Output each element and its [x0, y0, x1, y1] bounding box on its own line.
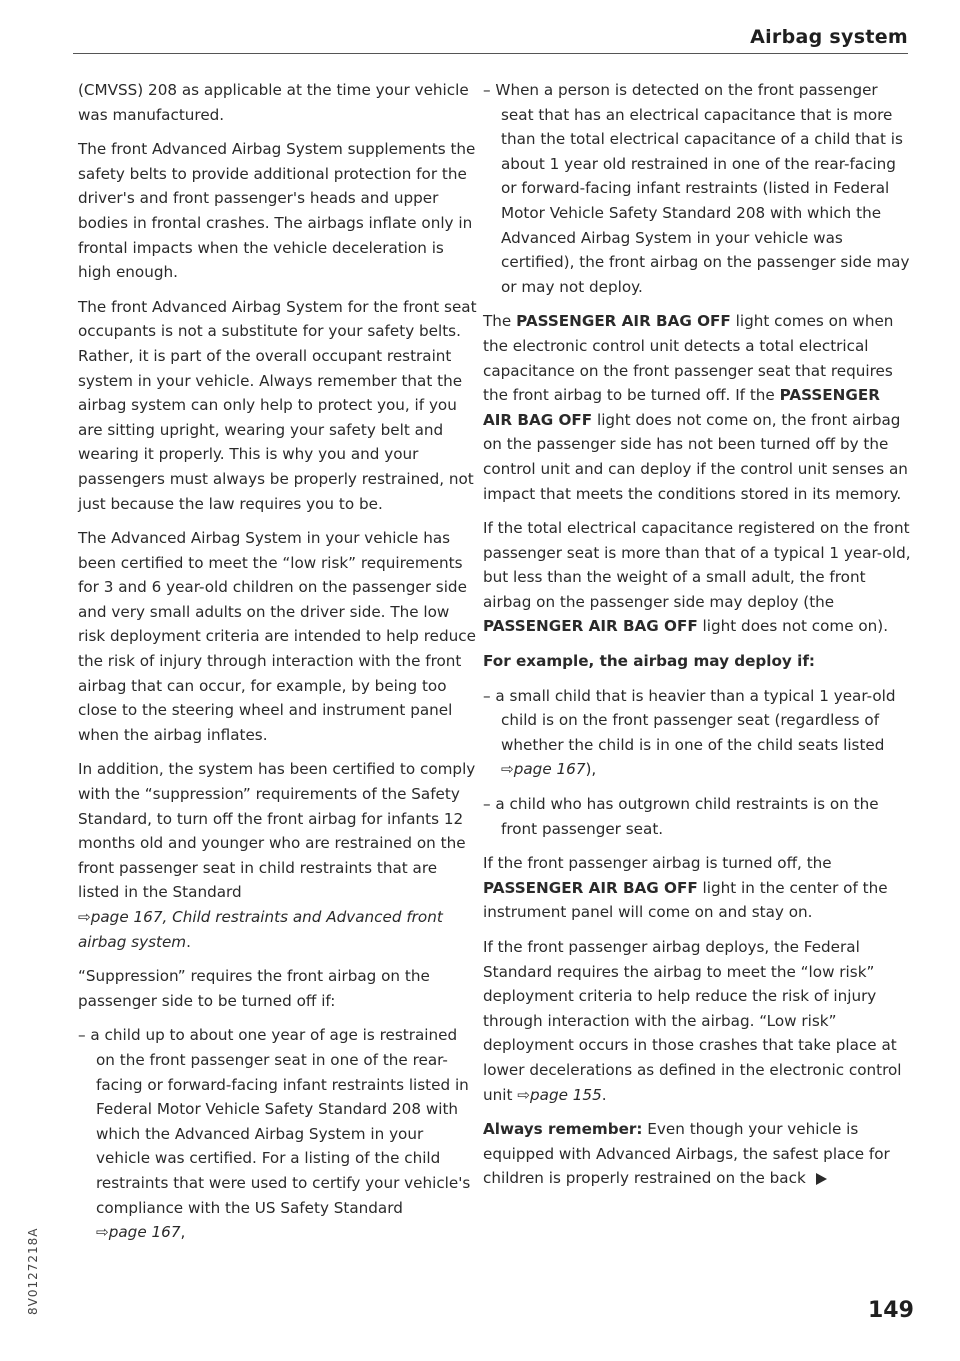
- paragraph: [483, 851, 913, 925]
- paragraph-text: Even though your vehicle is equipped with Advanced Airbags, the safest place for children is properly restrained on the back: [483, 1120, 890, 1188]
- bullet-list: [483, 684, 913, 842]
- page-number: 149: [868, 1298, 914, 1323]
- warning-light-label: PASSENGER AIR BAG OFF: [483, 878, 698, 897]
- paragraph: The front Advanced Airbag System for the front seat occupants is not a substitute for your safety belts. Rather, it is part of the overall occupant restraint system in your vehicle. Always remember that the airbag system can only help to protect you, if you are sitting upright, wearing your safety belt and wearing it properly. This is why you and your passengers must always be properly restrained, not just because the law requires you to be.: [78, 297, 477, 513]
- paragraph-text: In addition, the system has been certified to comply with the “suppression” requirements of the Safety Standard, to turn off the front airbag for infants 12 months old and younger who are restrained on the front passenger seat in child restraints that are listed in the Standard: [78, 760, 476, 902]
- page-xref-link[interactable]: page 167: [108, 1223, 181, 1242]
- warning-light-label: PASSENGER AIR BAG OFF: [483, 386, 880, 429]
- paragraph-text: If the front passenger airbag is turned off, the: [483, 854, 832, 873]
- example-heading: For example, the airbag may deploy if:: [483, 652, 816, 671]
- paragraph: [483, 935, 913, 1107]
- warning-light-label: PASSENGER AIR BAG OFF: [483, 617, 698, 636]
- paragraph-text: light does not come on, the front airbag on the passenger side has not been turned off by the control unit and can deploy if the control unit senses an impact that meets the conditions stored in its memory.: [483, 410, 908, 503]
- paragraph-text: light in the center of the instrument panel will come on and stay on.: [483, 878, 888, 922]
- page-xref-link[interactable]: page 155: [530, 1085, 602, 1104]
- list-item: – a child who has outgrown child restraints is on the front passenger seat.: [483, 795, 879, 838]
- list-item: [78, 1023, 478, 1244]
- bullet-list: [483, 78, 913, 299]
- paragraph: [483, 516, 913, 639]
- side-document-code: 8V0127218A: [26, 1227, 40, 1315]
- page-xref-link[interactable]: page 167: [513, 760, 586, 779]
- xref-arrow-icon: ⇨: [501, 760, 514, 779]
- always-remember-label: Always remember:: [483, 1120, 643, 1139]
- paragraph-text: If the total electrical capacitance registered on the front passenger seat is more than that of a typical 1 year-old, but less than the weight of a small adult, the front airbag on the passenger side may deploy (the: [483, 519, 911, 611]
- page-xref-link[interactable]: page 167, Child restraints and Advanced front airbag system: [78, 908, 443, 951]
- section-title: Airbag system: [750, 26, 908, 48]
- paragraph: The Advanced Airbag System in your vehicle has been certified to meet the “low risk” requirements for 3 and 6 year-old children on the passenger side and very small adults on the driver side. The low risk deployment criteria are intended to help reduce the risk of injury through interaction with the front airbag that can occur, for example, by being too close to the steering wheel and instrument panel when the airbag inflates.: [78, 529, 476, 744]
- list-item: [483, 684, 913, 782]
- paragraph: [78, 757, 478, 954]
- paragraph-text: The: [483, 312, 517, 331]
- warning-light-label: PASSENGER AIR BAG OFF: [516, 312, 731, 331]
- list-item-text: ),: [585, 760, 597, 779]
- paragraph-text: light does not come on).: [697, 617, 889, 636]
- paragraph: [483, 1117, 913, 1191]
- header-rule: [73, 53, 908, 54]
- list-item: – When a person is detected on the front passenger seat that has an electrical capacitance that is more than the total electrical capacitance of a child that is about 1 year old restrained in one of the rear-facing or forward-facing infant restraints (listed in Federal Motor Vehicle Safety Standard 208 with which the Advanced Airbag System in your vehicle was certified), the front airbag on the passenger side may or may not deploy.: [483, 81, 910, 296]
- paragraph-text: .: [186, 932, 191, 951]
- list-item-text: ,: [180, 1223, 186, 1242]
- paragraph-text: .: [601, 1085, 607, 1104]
- paragraph: (CMVSS) 208 as applicable at the time your vehicle was manufactured.: [78, 81, 469, 124]
- xref-arrow-icon: ⇨: [96, 1223, 109, 1242]
- paragraph: [483, 309, 913, 506]
- paragraph-text: If the front passenger airbag deploys, the Federal Standard requires the airbag to meet the “low risk” deployment criteria to help reduce the risk of injury through interaction with the airbag. “Low risk” deployment occurs in those crashes that take place at lower decelerations as defined in the electronic control unit: [483, 938, 902, 1104]
- right-column: [483, 78, 913, 1201]
- paragraph-text: light comes on when the electronic control unit detects a total electrical capacitance on the front passenger seat that requires the front airbag to be turned off. If the: [483, 312, 894, 405]
- list-item-text: – a child up to about one year of age is restrained on the front passenger seat in one of the rear-facing or forward-facing infant restraints listed in Federal Motor Vehicle Safety Standard 208 with which the Advanced Airbag System in your vehicle was certified. For a listing of the child restraints that were used to certify your vehicle's compliance with the US Safety Standard: [78, 1026, 471, 1217]
- paragraph: The front Advanced Airbag System supplements the safety belts to provide additional protection for the driver's and front passenger's heads and upper bodies in frontal crashes. The airbags inflate only in frontal impacts when the vehicle deceleration is high enough.: [78, 140, 476, 282]
- bullet-list: [78, 1023, 478, 1244]
- list-item-text: – a small child that is heavier than a typical 1 year-old child is on the front passenger seat (regardless of whether the child is in one of the child seats listed: [483, 686, 896, 754]
- left-column: [78, 78, 478, 1255]
- xref-arrow-icon: ⇨: [517, 1085, 530, 1104]
- continue-arrow-icon: [816, 1173, 827, 1185]
- xref-arrow-icon: ⇨: [78, 908, 91, 926]
- paragraph: “Suppression” requires the front airbag on the passenger side to be turned off if:: [78, 967, 430, 1010]
